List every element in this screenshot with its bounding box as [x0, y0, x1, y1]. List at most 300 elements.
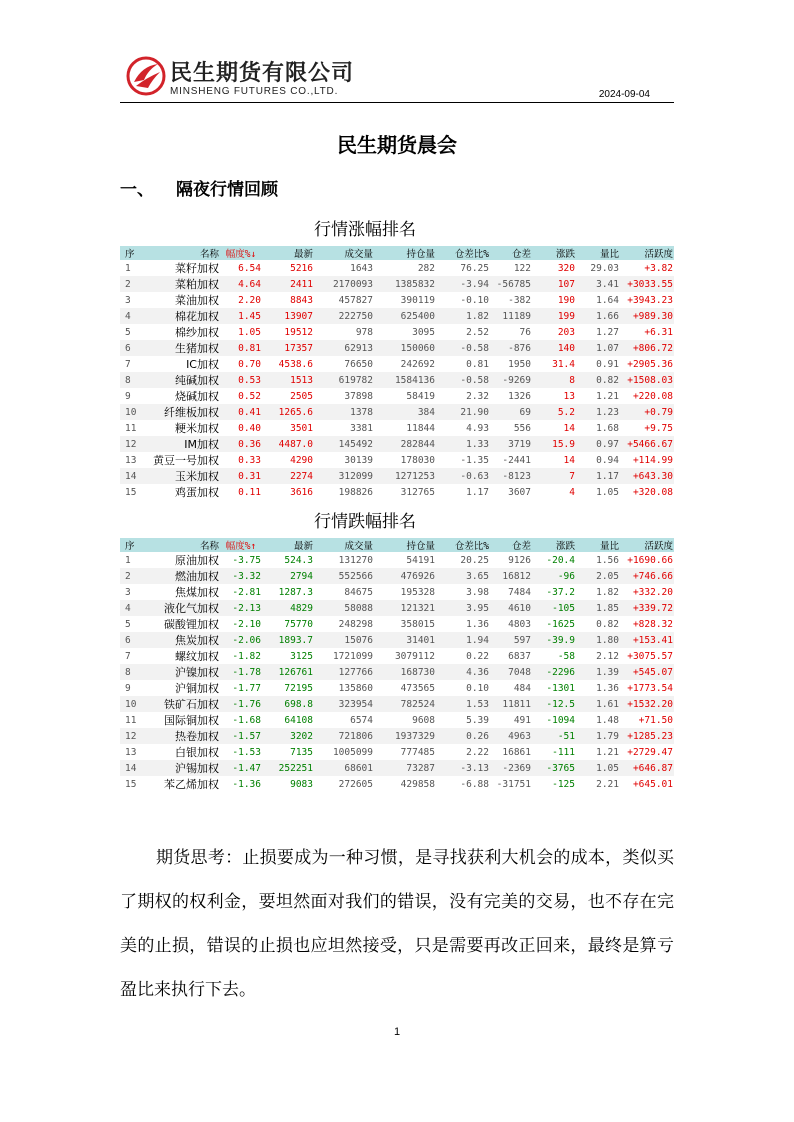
rise-ranking-table [120, 246, 674, 500]
futures-thought-paragraph: 期货思考：止损要成为一种习惯，是寻找获利大机会的成本，类似买了期权的权利金，要坦然面对我们的错误，没有完美的交易，也不存在完美的止损，错误的止损也应坦然接受，只是需要再改正回来，最终是算亏盈比来执行下去。 [120, 848, 674, 1000]
table-cell: 4610 [490, 600, 532, 616]
table-cell: 252251 [262, 760, 314, 776]
table-cell: -0.58 [436, 372, 490, 388]
table-cell: +645.01 [632, 778, 673, 790]
table-row[interactable] [120, 260, 674, 276]
table-cell: 320 [557, 262, 575, 274]
table-cell: 14 [563, 422, 575, 434]
table-cell: 9083 [290, 778, 313, 790]
table-cell: 1.66 [576, 308, 620, 324]
table-cell: 0.52 [238, 390, 261, 402]
table-cell: -2.06 [220, 632, 262, 648]
table-cell: 白银加权 [175, 746, 219, 759]
table-cell: 粳米加权 [175, 422, 219, 435]
table-cell: +643.30 [620, 468, 674, 484]
table-cell: 3.98 [466, 586, 489, 598]
table-cell: 476926 [374, 568, 436, 584]
table-cell: 烧碱加权 [175, 390, 219, 403]
table-cell: 1584136 [374, 372, 436, 388]
table-cell: 沪锡加权 [148, 760, 220, 776]
table-cell: 碳酸锂加权 [164, 618, 219, 631]
table-cell: -2296 [532, 664, 576, 680]
table-cell: 0.94 [596, 454, 619, 466]
table-cell: -0.58 [436, 340, 490, 356]
table-cell: -0.10 [460, 294, 489, 306]
table-cell: 0.81 [220, 340, 262, 356]
table-cell: 8843 [290, 294, 313, 306]
table-cell: 1.21 [596, 390, 619, 402]
table-cell: 6574 [350, 714, 373, 726]
table-cell: -8123 [490, 468, 532, 484]
table-cell: 菜油加权 [175, 294, 219, 307]
table-row[interactable] [120, 452, 674, 468]
table-cell: -876 [490, 340, 532, 356]
table-row[interactable] [120, 484, 674, 500]
table-cell: 0.26 [436, 728, 490, 744]
table-cell: IC加权 [186, 358, 219, 371]
table-cell: 3095 [412, 326, 435, 338]
table-cell: 4487.0 [262, 436, 314, 452]
table-cell: 7 [125, 650, 131, 662]
table-cell: 0.82 [576, 372, 620, 388]
table-cell: 3719 [490, 436, 532, 452]
table-cell: +9.75 [644, 422, 673, 434]
table-cell: -96 [532, 568, 576, 584]
table-cell: 29.03 [590, 262, 619, 274]
table-row[interactable] [120, 404, 674, 420]
company-logo [126, 56, 366, 100]
table-cell: 0.40 [238, 422, 261, 434]
table-cell: 3202 [262, 728, 314, 744]
table-cell: 178030 [400, 454, 435, 466]
table-cell: 30139 [344, 454, 373, 466]
table-cell: 17357 [262, 340, 314, 356]
table-cell: -20.4 [546, 554, 575, 566]
table-cell: 122 [513, 262, 531, 274]
table-cell: -37.2 [546, 586, 575, 598]
table-cell: +2729.47 [627, 746, 673, 758]
table-row[interactable] [120, 372, 674, 388]
table-cell: 15 [125, 778, 137, 790]
table-cell: 2.21 [596, 778, 619, 790]
table-cell: 2.52 [466, 326, 489, 338]
table-row[interactable] [120, 712, 674, 728]
table-cell: 5 [125, 618, 131, 630]
table-cell: -1625 [546, 618, 575, 630]
table-row[interactable] [120, 664, 674, 680]
table-cell: 721806 [314, 728, 374, 744]
table-row[interactable] [120, 648, 674, 664]
table-cell: -1.77 [232, 682, 261, 694]
table-cell: -6.88 [460, 778, 489, 790]
table-cell: 11189 [490, 308, 532, 324]
table-cell: 552566 [314, 568, 374, 584]
table-cell: 纤维板加权 [148, 404, 220, 420]
table-row[interactable] [120, 292, 674, 308]
table-cell: 0.91 [596, 358, 619, 370]
table-cell: 1.27 [596, 326, 619, 338]
column-header[interactable]: 活跃度 [620, 246, 674, 260]
table-cell: -2.81 [232, 586, 261, 598]
table-cell: 484 [513, 682, 531, 694]
table-row[interactable] [120, 552, 674, 568]
table-cell: 140 [532, 340, 576, 356]
column-header[interactable]: 成交量 [314, 538, 374, 552]
table-row[interactable] [120, 420, 674, 436]
table-cell: 390119 [400, 294, 435, 306]
table-cell: 1378 [314, 404, 374, 420]
table-cell: 10 [120, 404, 148, 420]
table-cell: 1.21 [596, 746, 619, 758]
table-cell: 1.23 [576, 404, 620, 420]
table-cell: +6.31 [644, 326, 673, 338]
table-cell: 纯碱加权 [148, 372, 220, 388]
table-cell: 11 [125, 422, 137, 434]
table-cell: 76 [519, 326, 531, 338]
table-cell: 13 [563, 390, 575, 402]
table-header-row [120, 538, 674, 552]
table-cell: 原油加权 [175, 554, 219, 567]
table-cell: 5216 [290, 262, 313, 274]
table-cell: -111 [552, 746, 575, 758]
table-cell: 1.64 [596, 294, 619, 306]
table-cell: 6.54 [238, 262, 261, 274]
table-cell: +153.41 [620, 632, 674, 648]
table-cell: 3 [125, 586, 131, 598]
table-cell: 生猪加权 [148, 340, 220, 356]
column-header[interactable]: 名称 [148, 246, 220, 260]
table-cell: 0.53 [220, 372, 262, 388]
column-header[interactable]: 仓差比% [436, 246, 490, 260]
table-cell: +1690.66 [627, 554, 673, 566]
table-cell: -1.82 [232, 650, 261, 662]
table-cell: 429858 [400, 778, 435, 790]
section-number: 一、 [120, 180, 154, 200]
column-header[interactable]: 持仓量 [374, 538, 436, 552]
table-cell: 19512 [284, 326, 313, 338]
table-cell: 4 [569, 486, 575, 498]
table-cell: 5 [125, 326, 131, 338]
table-cell: 螺纹加权 [175, 650, 219, 663]
rise-table-title: 行情涨幅排名 [314, 220, 416, 240]
table-cell: 7135 [290, 746, 313, 758]
table-cell: 8 [532, 372, 576, 388]
table-cell: 127766 [314, 664, 374, 680]
table-cell: -12.5 [532, 696, 576, 712]
table-cell: -1.68 [232, 714, 261, 726]
table-cell: 8 [120, 372, 148, 388]
table-cell: 3.65 [436, 568, 490, 584]
table-cell: 0.82 [596, 618, 619, 630]
table-cell: 978 [355, 326, 373, 338]
table-cell: -1.76 [220, 696, 262, 712]
table-cell: 3.95 [436, 600, 490, 616]
column-header[interactable]: 最新 [262, 538, 314, 552]
table-row[interactable] [120, 468, 674, 484]
column-header[interactable]: 成交量 [314, 246, 374, 260]
table-cell: 1.17 [576, 468, 620, 484]
table-row[interactable] [120, 600, 674, 616]
table-cell: 1.05 [596, 486, 619, 498]
table-cell: 14 [563, 454, 575, 466]
table-cell: 203 [557, 326, 575, 338]
table-cell: 11844 [406, 422, 435, 434]
table-cell: 69 [490, 404, 532, 420]
table-cell: 1.53 [436, 696, 490, 712]
table-cell: 1893.7 [262, 632, 314, 648]
table-cell: 1643 [350, 262, 373, 274]
table-row[interactable] [120, 436, 674, 452]
table-cell: -3.13 [436, 760, 490, 776]
table-cell: +220.08 [632, 390, 673, 402]
table-cell: 1.05 [238, 326, 261, 338]
table-cell: 384 [374, 404, 436, 420]
table-cell: 272605 [338, 778, 373, 790]
table-cell: 625400 [374, 308, 436, 324]
table-cell: 1.85 [576, 600, 620, 616]
table-cell: 3616 [290, 486, 313, 498]
table-cell: -1.57 [220, 728, 262, 744]
table-cell: 121321 [374, 600, 436, 616]
table-cell: -39.9 [532, 632, 576, 648]
column-header[interactable]: 仓差 [490, 246, 532, 260]
table-cell: -3.75 [232, 554, 261, 566]
table-cell: 焦煤加权 [175, 586, 219, 599]
table-cell: 1385832 [374, 276, 436, 292]
table-cell: 15 [125, 486, 137, 498]
company-name-en: MINSHENG FUTURES CO.,LTD. [170, 86, 339, 97]
table-cell: 1 [125, 262, 131, 274]
table-cell: +545.07 [620, 664, 674, 680]
table-cell: 198826 [338, 486, 373, 498]
table-cell: +339.72 [620, 600, 674, 616]
company-name-cn: 民生期货有限公司 [170, 61, 355, 86]
table-cell: 145492 [314, 436, 374, 452]
table-row[interactable] [120, 632, 674, 648]
table-cell: 1265.6 [262, 404, 314, 420]
table-cell: 199 [532, 308, 576, 324]
table-cell: 72195 [284, 682, 313, 694]
column-header[interactable]: 序 [120, 246, 148, 260]
table-row[interactable] [120, 340, 674, 356]
table-row[interactable] [120, 744, 674, 760]
table-cell: 14 [120, 760, 148, 776]
table-cell: 75770 [284, 618, 313, 630]
table-cell: 11811 [490, 696, 532, 712]
table-row[interactable] [120, 776, 674, 792]
section-title: 隔夜行情回顾 [176, 180, 278, 200]
column-header[interactable]: 涨跌 [532, 538, 576, 552]
table-cell: 1 [125, 554, 131, 566]
table-cell: 玉米加权 [148, 468, 220, 484]
document-title: 民生期货晨会 [337, 133, 457, 157]
table-cell: +1773.54 [627, 682, 673, 694]
table-cell: 16812 [490, 568, 532, 584]
table-cell: 473565 [400, 682, 435, 694]
table-cell: -1301 [546, 682, 575, 694]
table-cell: 31.4 [552, 358, 575, 370]
table-cell: 4803 [508, 618, 531, 630]
table-cell: 2 [120, 276, 148, 292]
table-cell: +746.66 [620, 568, 674, 584]
table-row[interactable] [120, 680, 674, 696]
table-cell: -1094 [546, 714, 575, 726]
table-cell: +5466.67 [620, 436, 674, 452]
table-cell: -1.47 [220, 760, 262, 776]
column-header[interactable]: 序 [120, 538, 148, 552]
fall-ranking-table [120, 538, 674, 792]
table-cell: -9269 [490, 372, 532, 388]
report-date: 2024-09-04 [598, 89, 650, 100]
table-cell: +71.50 [638, 714, 673, 726]
table-cell: 58419 [406, 390, 435, 402]
table-cell: 2.22 [466, 746, 489, 758]
table-cell: 1.61 [576, 696, 620, 712]
table-cell: 62913 [314, 340, 374, 356]
table-cell: 1950 [508, 358, 531, 370]
table-cell: 73287 [374, 760, 436, 776]
column-header[interactable]: 幅度%↓ [220, 246, 262, 260]
column-header[interactable]: 量比 [576, 246, 620, 260]
company-logo-icon [126, 56, 166, 96]
table-cell: 1.56 [596, 554, 619, 566]
table-cell: -382 [508, 294, 531, 306]
table-cell: 液化气加权 [148, 600, 220, 616]
table-cell: 7 [532, 468, 576, 484]
table-cell: 3.41 [576, 276, 620, 292]
table-cell: +1285.23 [620, 728, 674, 744]
table-cell: 菜粕加权 [148, 276, 220, 292]
table-cell: -105 [532, 600, 576, 616]
table-cell: 282844 [374, 436, 436, 452]
column-header[interactable]: 幅度%↑ [220, 538, 262, 552]
table-cell: -2441 [502, 454, 531, 466]
table-cell: 619782 [314, 372, 374, 388]
table-cell: -2369 [490, 760, 532, 776]
table-cell: 4 [120, 308, 148, 324]
table-cell: 8 [120, 664, 148, 680]
table-cell: 沪铜加权 [175, 682, 219, 695]
table-cell: 13907 [262, 308, 314, 324]
table-cell: 58088 [314, 600, 374, 616]
table-cell: 0.36 [220, 436, 262, 452]
table-cell: 168730 [374, 664, 436, 680]
table-cell: 1271253 [374, 468, 436, 484]
table-cell: 1.82 [596, 586, 619, 598]
table-cell: 国际铜加权 [164, 714, 219, 727]
table-cell: 2505 [290, 390, 313, 402]
table-cell: 556 [513, 422, 531, 434]
table-row[interactable] [120, 696, 674, 712]
table-cell: +114.99 [632, 454, 673, 466]
table-cell: 1.48 [596, 714, 619, 726]
table-cell: -58 [557, 650, 575, 662]
table-cell: 9 [125, 390, 131, 402]
column-header[interactable]: 仓差 [490, 538, 532, 552]
table-cell: 1.94 [436, 632, 490, 648]
table-cell: 1287.3 [278, 586, 313, 598]
table-cell: 3381 [350, 422, 373, 434]
table-cell: 248298 [338, 618, 373, 630]
table-cell: 1.07 [576, 340, 620, 356]
table-cell: 135860 [338, 682, 373, 694]
table-cell: 1326 [508, 390, 531, 402]
column-header[interactable]: 量比 [576, 538, 620, 552]
table-row[interactable] [120, 308, 674, 324]
table-cell: 131270 [338, 554, 373, 566]
table-cell: 棉花加权 [148, 308, 220, 324]
table-cell: -1.35 [460, 454, 489, 466]
table-cell: 150060 [374, 340, 436, 356]
table-row[interactable] [120, 276, 674, 292]
table-cell: 1.17 [466, 486, 489, 498]
table-cell: 14 [120, 468, 148, 484]
table-cell: 5.2 [532, 404, 576, 420]
table-cell: +3033.55 [620, 276, 674, 292]
table-cell: 15.9 [532, 436, 576, 452]
table-cell: +332.20 [632, 586, 673, 598]
table-row[interactable] [120, 388, 674, 404]
table-cell: 1.82 [436, 308, 490, 324]
table-row[interactable] [120, 324, 674, 340]
table-row[interactable] [120, 728, 674, 744]
table-cell: 2.12 [596, 650, 619, 662]
table-cell: 222750 [314, 308, 374, 324]
table-cell: 9 [125, 682, 131, 694]
table-cell: 31401 [374, 632, 436, 648]
column-header[interactable]: 涨跌 [532, 246, 576, 260]
table-row[interactable] [120, 568, 674, 584]
table-cell: 2411 [262, 276, 314, 292]
table-cell: 3125 [290, 650, 313, 662]
table-cell: 5.39 [466, 714, 489, 726]
table-row[interactable] [120, 356, 674, 372]
column-header[interactable]: 仓差比% [436, 538, 490, 552]
table-cell: 9126 [508, 554, 531, 566]
table-cell: 4.36 [436, 664, 490, 680]
table-cell: 13 [125, 746, 137, 758]
table-row[interactable] [120, 584, 674, 600]
table-cell: 190 [557, 294, 575, 306]
table-cell: +1532.20 [620, 696, 674, 712]
table-cell: 37898 [344, 390, 373, 402]
table-cell: -51 [532, 728, 576, 744]
table-row[interactable] [120, 616, 674, 632]
table-cell: 6837 [508, 650, 531, 662]
column-header[interactable]: 名称 [148, 538, 220, 552]
table-cell: 12 [120, 436, 148, 452]
table-cell: 焦炭加权 [148, 632, 220, 648]
table-cell: 4290 [290, 454, 313, 466]
table-cell: 3607 [508, 486, 531, 498]
table-cell: 2274 [262, 468, 314, 484]
table-cell: -56785 [490, 276, 532, 292]
table-cell: -0.63 [436, 468, 490, 484]
table-cell: 491 [513, 714, 531, 726]
table-cell: 1.36 [596, 682, 619, 694]
column-header[interactable]: 活跃度 [620, 538, 674, 552]
table-cell: 2.32 [466, 390, 489, 402]
table-row[interactable] [120, 760, 674, 776]
column-header[interactable]: 最新 [262, 246, 314, 260]
table-cell: 4963 [490, 728, 532, 744]
table-cell: 13 [125, 454, 137, 466]
column-header[interactable]: 持仓量 [374, 246, 436, 260]
table-cell: 1.39 [576, 664, 620, 680]
table-cell: 20.25 [460, 554, 489, 566]
table-cell: 棉纱加权 [175, 326, 219, 339]
table-cell: +0.79 [620, 404, 674, 420]
